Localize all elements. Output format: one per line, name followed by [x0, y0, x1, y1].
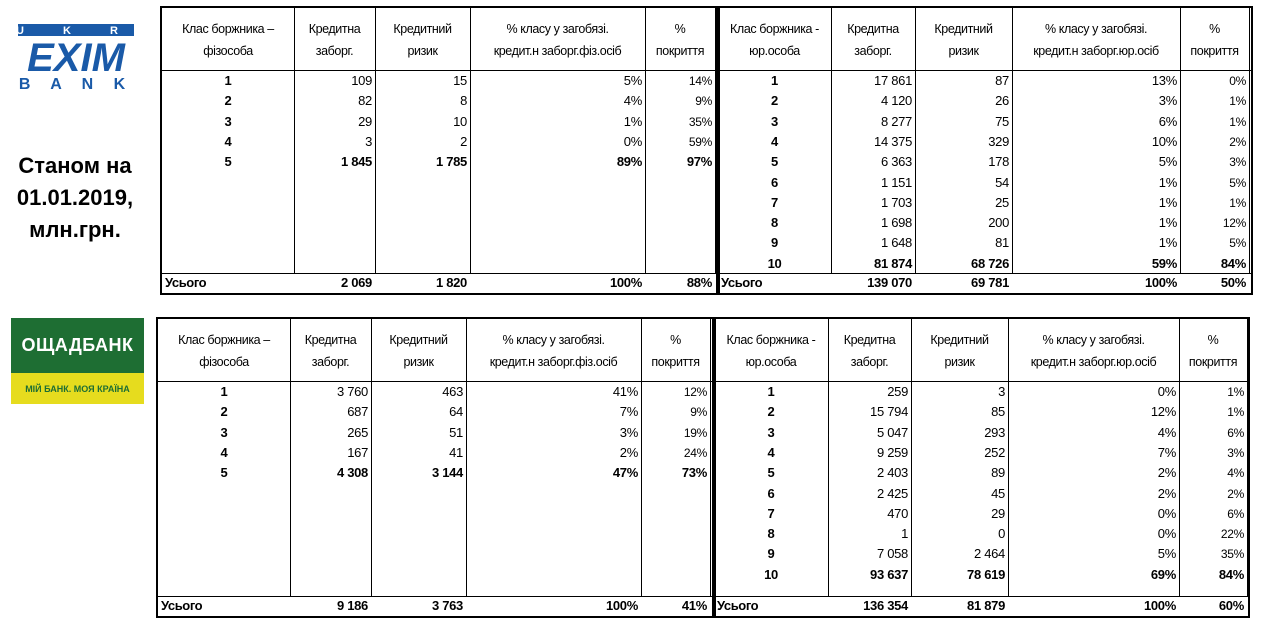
- table-row: [162, 91, 718, 111]
- class-cell: 9: [771, 235, 778, 251]
- debt-cell: 15 794: [870, 404, 908, 420]
- header-line: покриття: [1188, 355, 1238, 369]
- svg-text:B A N K: B A N K: [18, 76, 134, 92]
- class-cell: 10: [764, 566, 778, 582]
- share-header: [1008, 329, 1179, 373]
- class-header: [158, 329, 290, 373]
- table-row: [158, 443, 714, 463]
- debt-cell: 167: [347, 444, 368, 460]
- header-line: % класу у загобязі.: [1044, 22, 1148, 36]
- header-line: Кредитний: [393, 22, 452, 36]
- share-cell: 2%: [619, 444, 638, 460]
- debt-total: 136 354: [863, 598, 908, 613]
- debt-header: [294, 18, 375, 62]
- class-cell: 6: [771, 174, 778, 190]
- coverage-cell: 5%: [1229, 236, 1246, 251]
- table-row: [714, 544, 1248, 564]
- header-line: заборг.: [315, 44, 354, 58]
- share-cell: 6%: [1158, 113, 1177, 129]
- debt-cell: 1 698: [880, 215, 912, 231]
- table-row: [718, 254, 1251, 274]
- coverage-cell: 3%: [1227, 445, 1244, 460]
- debt-total: 9 186: [336, 598, 368, 613]
- header-line: ризик: [403, 355, 434, 369]
- table-row: [162, 112, 718, 132]
- risk-cell: 329: [988, 133, 1009, 149]
- ukreximbank-logo-graphic: [18, 22, 134, 92]
- debt-total: 139 070: [867, 275, 912, 290]
- class-header: [714, 329, 828, 373]
- risk-header: [375, 18, 470, 62]
- header-line: юр.особа: [749, 44, 800, 58]
- header-line: ризик: [944, 355, 975, 369]
- debt-cell: 3: [365, 133, 372, 149]
- coverage-cell: 1%: [1227, 385, 1244, 399]
- coverage-cell: 4%: [1227, 466, 1244, 481]
- risk-cell: 1 785: [435, 154, 467, 170]
- header-line: % класу у загобязі.: [1042, 333, 1145, 347]
- risk-total: 1 820: [435, 275, 467, 290]
- class-cell: 4: [771, 133, 778, 149]
- risk-cell: 3 144: [431, 465, 463, 481]
- debt-cell: 5 047: [876, 424, 908, 440]
- risk-total: 3 763: [431, 598, 463, 613]
- header-line: %: [670, 333, 681, 347]
- class-cell: 4: [220, 444, 228, 460]
- risk-cell: 41: [449, 444, 463, 460]
- header-line: кредит.н заборг.юр.осіб: [1030, 355, 1157, 369]
- coverage-cell: 84%: [1218, 566, 1244, 582]
- header-line: Кредитна: [847, 22, 899, 36]
- coverage-cell: 24%: [683, 445, 707, 460]
- table-row: [158, 423, 714, 443]
- share-cell: 0%: [623, 133, 642, 149]
- risk-cell: 3: [998, 384, 1005, 399]
- header-line: % класу у загобязі.: [502, 333, 605, 347]
- share-cell: 0%: [1157, 384, 1176, 399]
- class-cell: 3: [220, 424, 228, 440]
- debt-cell: 1 648: [880, 235, 912, 251]
- share-cell: 7%: [619, 404, 638, 420]
- coverage-cell: 1%: [1227, 405, 1244, 420]
- table-row: [158, 402, 714, 422]
- risk-cell: 85: [991, 404, 1005, 420]
- debt-cell: 1 845: [340, 154, 372, 170]
- table-row: [714, 524, 1248, 544]
- debt-header: [831, 18, 915, 62]
- date-label-line2: 01.01.2019,: [16, 185, 134, 210]
- coverage-cell: 9%: [690, 405, 707, 420]
- header-line: фізособа: [203, 44, 253, 58]
- risk-cell: 2: [460, 133, 467, 149]
- coverage-cell: 97%: [686, 154, 712, 170]
- share-cell: 1%: [1158, 215, 1177, 231]
- share-cell: 2%: [1157, 485, 1176, 501]
- risk-cell: 252: [984, 444, 1005, 460]
- table-row: [162, 152, 718, 172]
- class-cell: 5: [224, 154, 232, 170]
- coverage-cell: 5%: [1229, 175, 1246, 190]
- header-line: кредит.н заборг.фіз.осіб: [489, 355, 618, 369]
- header-line: заборг.: [850, 355, 889, 369]
- debt-cell: 265: [347, 424, 368, 440]
- coverage-cell: 1%: [1229, 94, 1246, 109]
- risk-cell: 45: [991, 485, 1005, 501]
- coverage-total: 50%: [1220, 275, 1246, 290]
- coverage-cell: 12%: [683, 385, 707, 399]
- risk-cell: 200: [988, 215, 1009, 231]
- class-cell: 4: [767, 444, 775, 460]
- class-cell: 4: [224, 133, 232, 149]
- share-cell: 41%: [612, 384, 638, 399]
- share-cell: 5%: [1157, 546, 1176, 562]
- header-line: покриття: [1190, 44, 1239, 58]
- header-line: покриття: [651, 355, 700, 369]
- class-cell: 1: [220, 384, 228, 399]
- coverage-cell: 84%: [1220, 255, 1246, 271]
- risk-cell: 15: [453, 73, 467, 88]
- class-cell: 7: [771, 194, 778, 210]
- header-line: заборг.: [854, 44, 892, 58]
- share-cell: 12%: [1150, 404, 1176, 420]
- share-cell: 3%: [1158, 93, 1177, 109]
- share-cell: 5%: [623, 73, 642, 88]
- table-row: [714, 382, 1248, 402]
- share-cell: 89%: [616, 154, 642, 170]
- table-row: [158, 382, 714, 402]
- table-row: [162, 132, 718, 152]
- total-label: Усього: [165, 275, 207, 290]
- debt-cell: 687: [347, 404, 368, 420]
- share-cell: 5%: [1158, 154, 1177, 170]
- table-row: [718, 193, 1251, 213]
- class-cell: 6: [767, 485, 775, 501]
- risk-cell: 87: [995, 73, 1009, 88]
- share-cell: 13%: [1151, 73, 1177, 88]
- date-label-line3: млн.грн.: [29, 217, 121, 242]
- class-cell: 1: [224, 73, 232, 88]
- share-cell: 1%: [1158, 194, 1177, 210]
- coverage-cell: 1%: [1229, 114, 1246, 129]
- oshchadbank-logo-name: ОЩАДБАНК: [11, 318, 144, 373]
- class-cell: 1: [767, 384, 775, 399]
- header-line: Клас боржника -: [730, 22, 819, 36]
- share-cell: 69%: [1150, 566, 1176, 582]
- debt-cell: 2 425: [876, 485, 908, 501]
- share-total: 100%: [1144, 275, 1177, 290]
- risk-total: 81 879: [967, 598, 1005, 613]
- debt-cell: 8 277: [880, 113, 912, 129]
- share-cell: 4%: [1157, 424, 1176, 440]
- header-line: заборг.: [311, 355, 350, 369]
- table-row: [714, 443, 1248, 463]
- debt-cell: 82: [358, 93, 372, 109]
- coverage-cell: 9%: [695, 94, 712, 109]
- debt-cell: 259: [887, 384, 908, 399]
- share-cell: 47%: [612, 465, 638, 481]
- header-line: Кредитна: [308, 22, 361, 36]
- share-cell: 7%: [1157, 444, 1176, 460]
- risk-cell: 2 464: [973, 546, 1005, 562]
- header-line: ризик: [407, 44, 438, 58]
- debt-cell: 4 308: [336, 465, 368, 481]
- debt-cell: 2 403: [876, 465, 908, 481]
- risk-cell: 51: [449, 424, 463, 440]
- debt-cell: 7 058: [876, 546, 908, 562]
- coverage-cell: 35%: [1220, 547, 1244, 562]
- header-line: % класу у загобязі.: [506, 22, 609, 36]
- debt-cell: 93 637: [870, 566, 908, 582]
- coverage-cell: 35%: [688, 114, 712, 129]
- table-row: [714, 402, 1248, 422]
- risk-cell: 8: [460, 93, 467, 109]
- class-header: [718, 18, 831, 62]
- table-row: [714, 504, 1248, 524]
- header-line: Кредитний: [930, 333, 989, 347]
- table-row: [718, 152, 1251, 172]
- class-cell: 1: [771, 73, 778, 88]
- coverage-cell: 2%: [1227, 486, 1244, 501]
- debt-cell: 14 375: [874, 133, 912, 149]
- class-cell: 3: [224, 113, 232, 129]
- coverage-cell: 22%: [1220, 527, 1244, 542]
- class-cell: 8: [771, 215, 778, 231]
- table-row: [162, 71, 718, 91]
- header-line: Кредитна: [304, 333, 357, 347]
- coverage-header: [645, 18, 715, 62]
- risk-cell: 10: [453, 113, 467, 129]
- table-row: [718, 213, 1251, 233]
- class-cell: 3: [767, 424, 775, 440]
- total-label: Усього: [717, 598, 759, 613]
- header-line: Клас боржника –: [182, 22, 274, 36]
- risk-cell: 68 726: [971, 255, 1009, 271]
- table-row: [718, 112, 1251, 132]
- risk-cell: 75: [995, 113, 1009, 129]
- risk-cell: 0: [998, 526, 1005, 542]
- risk-cell: 293: [984, 424, 1005, 440]
- share-cell: 0%: [1157, 505, 1176, 521]
- coverage-cell: 0%: [1229, 74, 1246, 88]
- debt-header: [290, 329, 371, 373]
- share-total: 100%: [609, 275, 642, 290]
- share-cell: 1%: [623, 113, 642, 129]
- debt-cell: 4 120: [880, 93, 912, 109]
- date-label: [0, 150, 150, 246]
- risk-cell: 64: [449, 404, 463, 420]
- ukrexim-individuals-table: [160, 6, 720, 295]
- header-line: кредит.н заборг.юр.осіб: [1033, 44, 1159, 58]
- table-row: [718, 132, 1251, 152]
- share-header: [470, 18, 645, 62]
- debt-cell: 109: [351, 73, 372, 88]
- debt-cell: 81 874: [874, 255, 912, 271]
- svg-text:EXIM: EXIM: [27, 36, 125, 80]
- class-cell: 8: [767, 526, 775, 542]
- header-line: %: [674, 22, 686, 36]
- ukreximbank-logo: [18, 22, 134, 92]
- svg-text:U K R: U K R: [18, 25, 134, 37]
- risk-header: [915, 18, 1012, 62]
- header-line: ризик: [948, 44, 979, 58]
- share-total: 100%: [1143, 598, 1176, 613]
- class-cell: 2: [220, 404, 228, 420]
- debt-cell: 17 861: [874, 73, 912, 88]
- debt-header: [828, 329, 911, 373]
- oshchadbank-logo: [11, 318, 144, 404]
- risk-cell: 81: [995, 235, 1009, 251]
- risk-cell: 178: [988, 154, 1009, 170]
- table-row: [718, 233, 1251, 253]
- risk-cell: 26: [995, 93, 1009, 109]
- date-label-line1: Станом на: [18, 153, 132, 178]
- share-cell: 1%: [1158, 235, 1177, 251]
- share-header: [1012, 18, 1180, 62]
- share-total: 100%: [605, 598, 638, 613]
- table-row: [714, 484, 1248, 504]
- class-cell: 2: [771, 93, 778, 109]
- header-line: Кредитний: [389, 333, 448, 347]
- class-cell: 5: [767, 465, 775, 481]
- coverage-total: 41%: [681, 598, 707, 613]
- header-line: Клас боржника –: [178, 333, 270, 347]
- share-cell: 4%: [623, 93, 642, 109]
- coverage-cell: 14%: [688, 74, 712, 88]
- class-cell: 2: [767, 404, 775, 420]
- risk-total: 69 781: [971, 275, 1009, 290]
- class-cell: 5: [771, 154, 778, 170]
- table-row: [714, 565, 1248, 585]
- class-cell: 10: [767, 255, 782, 271]
- total-label: Усього: [721, 275, 763, 290]
- header-line: Кредитний: [934, 22, 993, 36]
- total-row: [162, 273, 718, 293]
- risk-cell: 25: [995, 194, 1009, 210]
- debt-cell: 3 760: [336, 384, 368, 399]
- share-cell: 1%: [1158, 174, 1177, 190]
- total-row: [714, 596, 1248, 616]
- coverage-cell: 59%: [688, 134, 712, 149]
- table-row: [718, 91, 1251, 111]
- risk-header: [911, 329, 1008, 373]
- coverage-total: 60%: [1218, 598, 1244, 613]
- class-cell: 9: [767, 546, 775, 562]
- coverage-header: [1180, 18, 1249, 62]
- share-header: [466, 329, 641, 373]
- risk-cell: 54: [995, 174, 1009, 190]
- share-cell: 3%: [619, 424, 638, 440]
- coverage-cell: 6%: [1227, 425, 1244, 440]
- header-line: фізособа: [199, 355, 249, 369]
- header-line: юр.особа: [745, 355, 797, 369]
- coverage-cell: 6%: [1227, 506, 1244, 521]
- coverage-cell: 19%: [683, 425, 707, 440]
- table-row: [714, 463, 1248, 483]
- coverage-total: 88%: [686, 275, 712, 290]
- risk-cell: 29: [991, 505, 1005, 521]
- total-row: [158, 596, 714, 616]
- share-cell: 0%: [1157, 526, 1176, 542]
- debt-cell: 1 703: [880, 194, 912, 210]
- header-line: %: [1209, 22, 1220, 36]
- coverage-cell: 1%: [1229, 195, 1246, 210]
- risk-cell: 89: [991, 465, 1005, 481]
- debt-cell: 1: [901, 526, 908, 542]
- class-header: [162, 18, 294, 62]
- header-line: %: [1207, 333, 1219, 347]
- class-cell: 3: [771, 113, 778, 129]
- header-line: Кредитна: [843, 333, 896, 347]
- ukrexim-legal-entities-table: [716, 6, 1253, 295]
- class-cell: 2: [224, 93, 232, 109]
- coverage-header: [641, 329, 710, 373]
- header-line: покриття: [655, 44, 705, 58]
- risk-header: [371, 329, 466, 373]
- debt-cell: 29: [358, 113, 372, 129]
- total-row: [718, 273, 1251, 293]
- oshchad-legal-entities-table: [712, 317, 1250, 618]
- class-cell: 5: [220, 465, 228, 481]
- table-row: [718, 173, 1251, 193]
- share-cell: 10%: [1151, 133, 1177, 149]
- table-row: [718, 71, 1251, 91]
- debt-total: 2 069: [340, 275, 372, 290]
- table-row: [714, 423, 1248, 443]
- coverage-cell: 3%: [1229, 155, 1246, 170]
- coverage-cell: 2%: [1229, 134, 1246, 149]
- header-line: кредит.н заборг.фіз.осіб: [493, 44, 622, 58]
- header-line: Клас боржника -: [726, 333, 816, 347]
- risk-cell: 463: [442, 384, 463, 399]
- debt-cell: 6 363: [880, 154, 912, 170]
- coverage-header: [1179, 329, 1247, 373]
- oshchad-individuals-table: [156, 317, 716, 618]
- coverage-cell: 12%: [1222, 216, 1246, 231]
- debt-cell: 1 151: [880, 174, 912, 190]
- debt-cell: 470: [887, 505, 908, 521]
- share-cell: 59%: [1151, 255, 1177, 271]
- oshchadbank-logo-slogan: МІЙ БАНК. МОЯ КРАЇНА: [11, 373, 144, 404]
- class-cell: 7: [767, 505, 775, 521]
- share-cell: 2%: [1157, 465, 1176, 481]
- table-row: [158, 463, 714, 483]
- total-label: Усього: [161, 598, 203, 613]
- coverage-cell: 73%: [681, 465, 707, 481]
- risk-cell: 78 619: [967, 566, 1005, 582]
- debt-cell: 9 259: [876, 444, 908, 460]
